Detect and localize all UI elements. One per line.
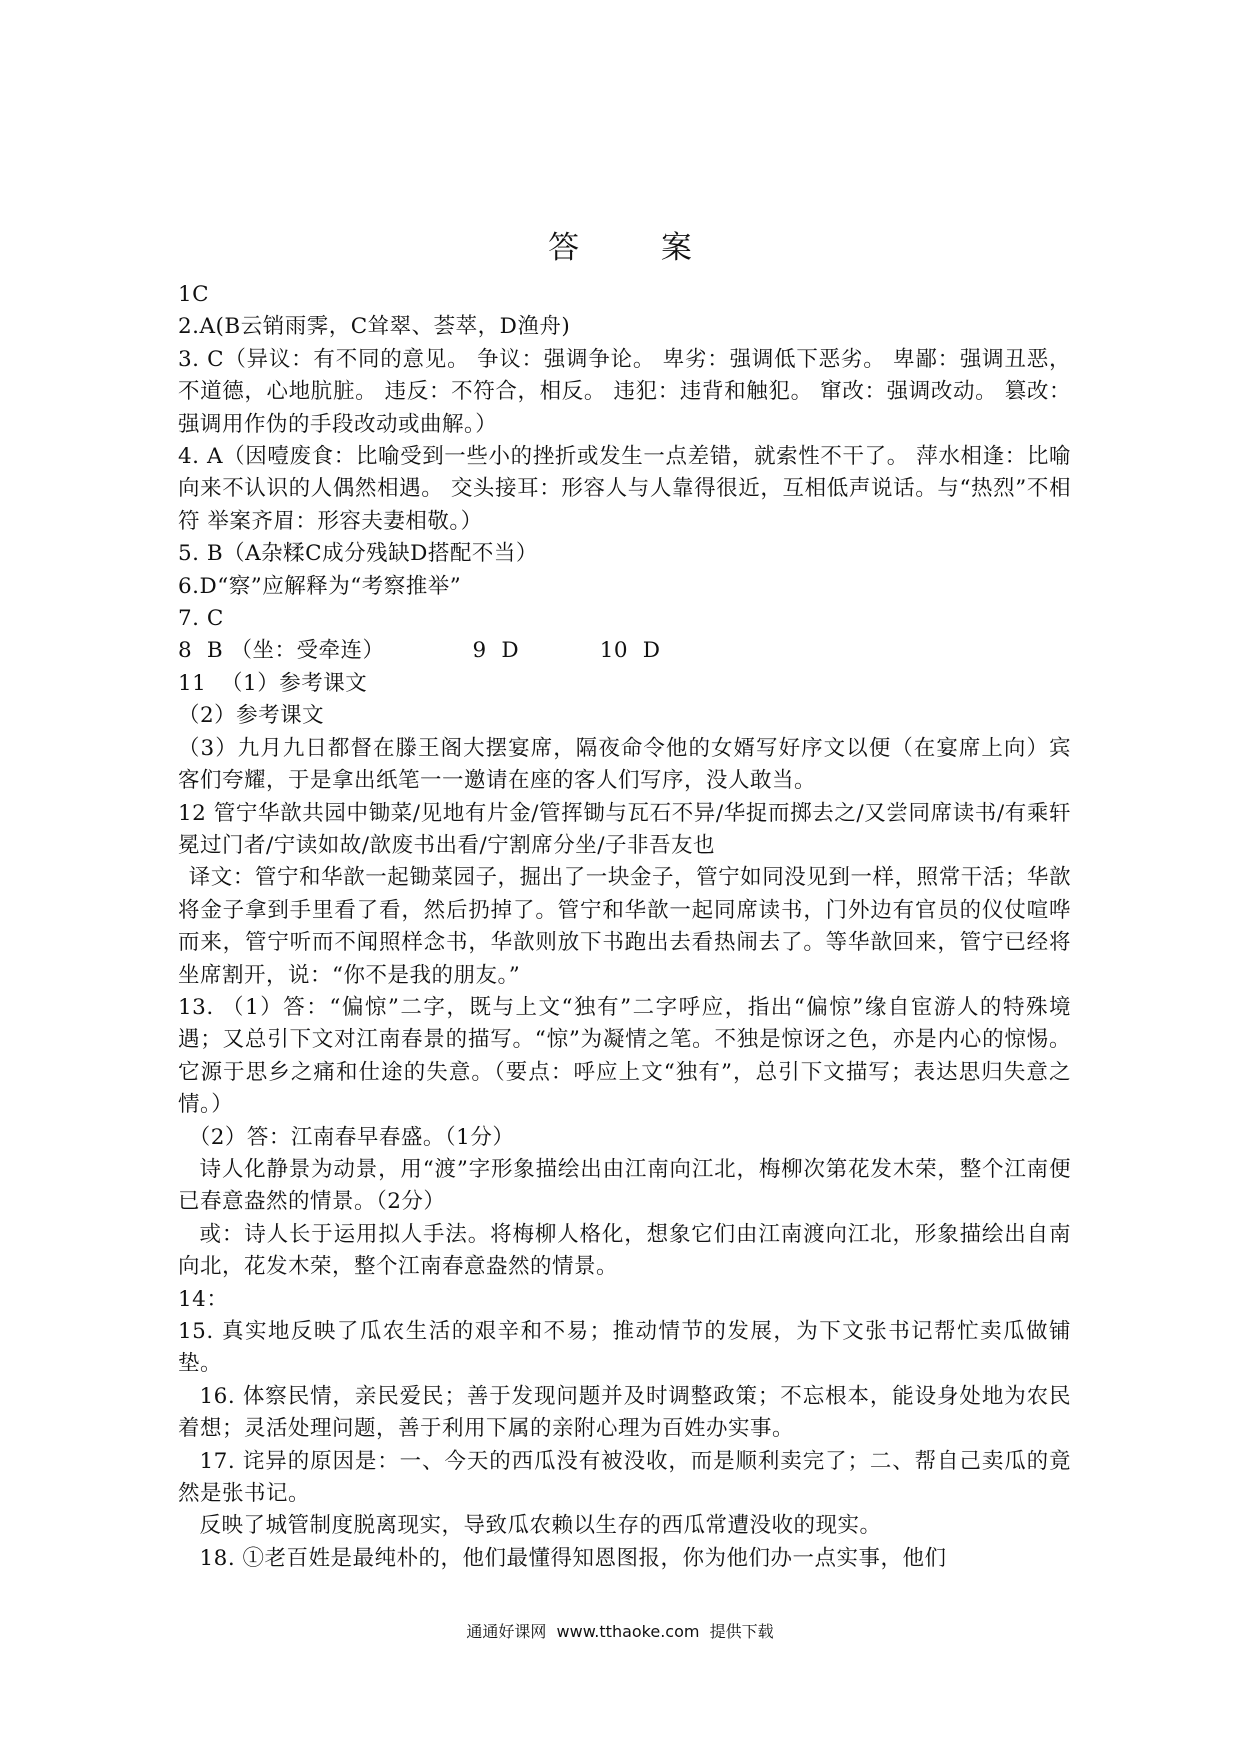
answer-14: 14： [178, 1286, 229, 1312]
answer-3: 3. C（异议：有不同的意见。 争议：强调争论。 卑劣：强调低下恶劣。 卑鄙：强调丑恶，不道德，心地肮脏。 违反：不符合，相反。 违犯：违背和触犯。 窜改：强调改动。 篡改：强调用作伪的手段改动或曲解。） [178, 346, 1071, 437]
answer-13-part-2: （2）答：江南春早春盛。（1分） [188, 1124, 515, 1150]
answer-2: 2.A(B云销雨霁，C耸翠、荟萃，D渔舟) [178, 314, 571, 340]
answer-5: 5. B（A杂糅C成分残缺D搭配不当） [178, 541, 538, 567]
page-footer: 通通好课网 www.tthaoke.com 提供下载 [466, 1622, 774, 1641]
answer-13-part-1: 13. （1）答：“偏惊”二字，既与上文“独有”二字呼应，指出“偏惊”缘自宦游人的特殊境遇；又总引下文对江南春景的描写。“惊”为凝情之笔。不独是惊讶之色，亦是内心的惊惕。它源于思乡之痛和仕途的失意。（要点：呼应上文“独有”，总引下文描写；表达思归失意之情。） [178, 994, 1071, 1118]
answer-15: 15. 真实地反映了瓜农生活的艰辛和不易；推动情节的发展，为下文张书记帮忙卖瓜做铺垫。 [178, 1319, 1071, 1377]
answer-17-note: 反映了城管制度脱离现实，导致瓜农赖以生存的西瓜常遭没收的现实。 [199, 1513, 882, 1539]
answer-list [178, 279, 1071, 1575]
answer-11-part-1: 11 （1）参考课文 [178, 670, 368, 696]
answer-1: 1C [178, 282, 210, 307]
answer-17: 17. 诧异的原因是：一、今天的西瓜没有被没收，而是顺利卖完了；二、帮自己卖瓜的竟然是张书记。 [178, 1448, 1071, 1507]
answer-16: 16. 体察民情，亲民爱民；善于发现问题并及时调整政策；不忘根本，能设身处地为农民着想；灵活处理问题，善于利用下属的亲附心理为百姓办实事。 [178, 1383, 1071, 1442]
answer-18: 18. ①老百姓是最纯朴的，他们最懂得知恩图报，你为他们办一点实事，他们 [199, 1545, 947, 1571]
answer-13-alternative: 或：诗人长于运用拟人手法。将梅柳人格化，想象它们由江南渡向江北，形象描绘出自南向北，花发木荣，整个江南春意盎然的情景。 [178, 1221, 1071, 1280]
answer-4: 4. A（因噎废食：比喻受到一些小的挫折或发生一点差错，就索性不干了。 萍水相逢：比喻向来不认识的人偶然相遇。 交头接耳：形容人与人靠得很近，互相低声说话。与“热烈”不相符 举案齐眉：形容夫妻相敬。） [178, 444, 1071, 534]
answer-6: 6.D“察”应解释为“考察推举” [178, 573, 462, 599]
answer-12: 12 管宁华歆共园中锄菜/见地有片金/管挥锄与瓦石不异/华捉而掷去之/又尝同席读书/有乘轩冕过门者/宁读如故/歆废书出看/宁割席分坐/子非吾友也 [178, 800, 1071, 858]
answer-8-9-10: 8 B （坐：受牵连） 9 D 10 D [178, 638, 661, 664]
answer-12-translation: 译文：管宁和华歆一起锄菜园子，掘出了一块金子，管宁如同没见到一样，照常干活；华歆将金子拿到手里看了看，然后扔掉了。管宁和华歆一起同席读书，门外边有官员的仪仗喧哗而来，管宁听而不闻照样念书，华歆则放下书跑出去看热闹去了。等华歆回来，管宁已经将坐席割开，说：“你不是我的朋友。” [178, 865, 1071, 988]
answer-11-part-3: （3）九月九日都督在滕王阁大摆宴席，隔夜命令他的女婿写好序文以便（在宴席上向）宾客们夸耀，于是拿出纸笔一一邀请在座的客人们写序，没人敢当。 [178, 735, 1071, 794]
page-title: 答 案 [548, 230, 728, 266]
answer-11-part-2: （2）参考课文 [178, 703, 325, 729]
answer-7: 7. C [178, 606, 224, 632]
answer-13-explanation: 诗人化静景为动景，用“渡”字形象描绘出由江南向江北，梅柳次第花发木荣，整个江南便已春意盎然的情景。（2分） [178, 1156, 1071, 1215]
